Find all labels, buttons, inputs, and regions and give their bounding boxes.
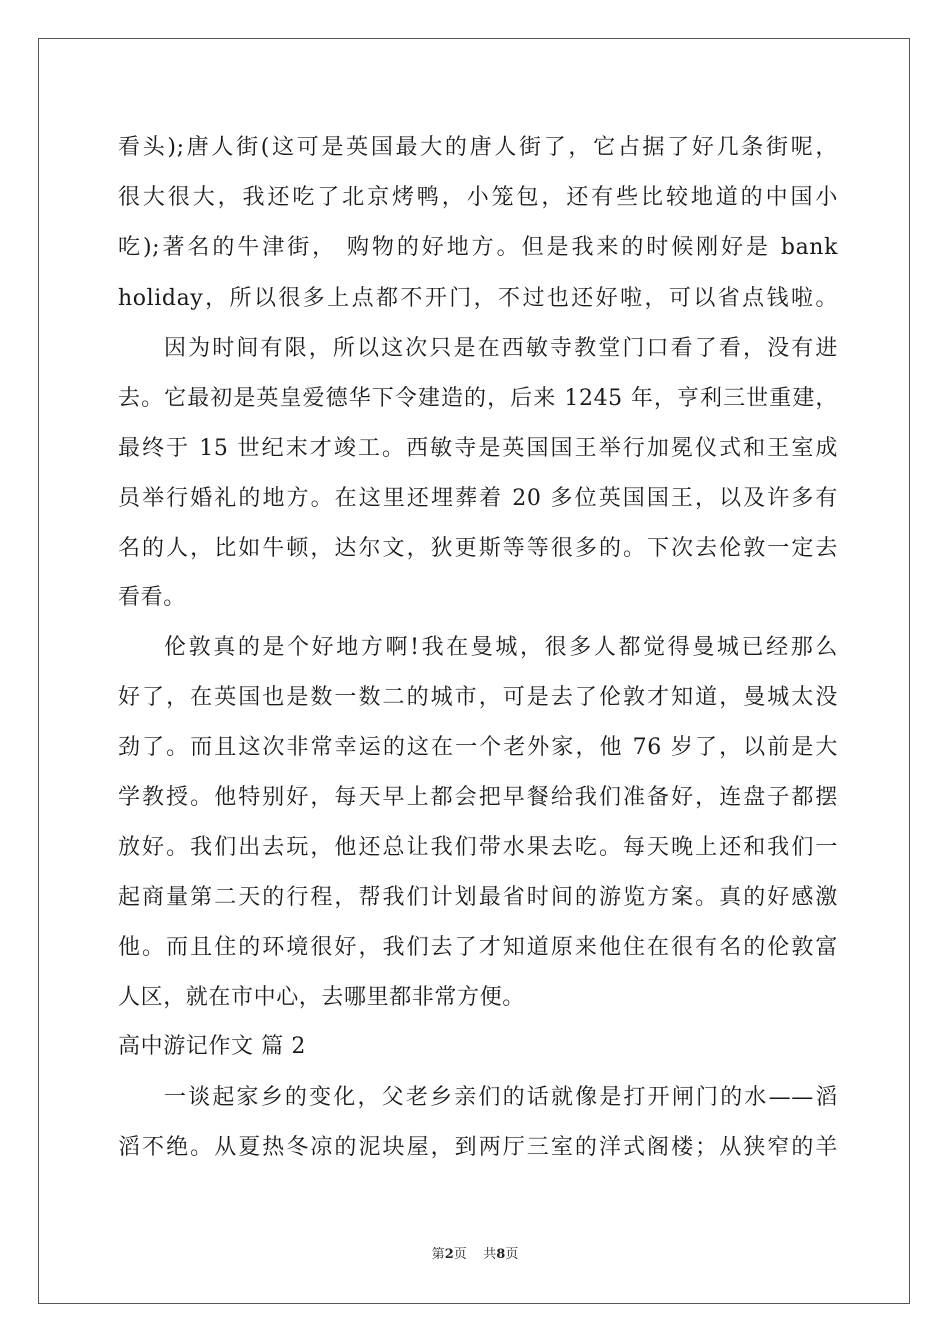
section-heading: 高中游记作文 篇 2 <box>118 1034 306 1059</box>
text-line: 放好。我们出去玩，他还总让我们带水果去吃。每天晚上还和我们一 <box>118 835 838 860</box>
text-line: 最终于 15 世纪末才竣工。西敏寺是英国国王举行加冕仪式和王室成 <box>118 436 838 461</box>
current-page-number: 2 <box>444 1247 454 1262</box>
text-line: 劲了。而且这次非常幸运的这在一个老外家，他 76 岁了，以前是大 <box>118 735 838 760</box>
text-line: 名的人，比如牛顿，达尔文，狄更斯等等很多的。下次去伦敦一定去 <box>118 536 838 561</box>
footer-prefix: 第 <box>431 1247 445 1262</box>
text-line: 人区，就在市中心，去哪里都非常方便。 <box>118 985 525 1010</box>
footer-page-suffix: 页 共 <box>453 1247 497 1262</box>
text-line: 很大很大，我还吃了北京烤鸭，小笼包，还有些比较地道的中国小 <box>118 185 838 210</box>
text-line: 学教授。他特别好，每天早上都会把早餐给我们准备好，连盘子都摆 <box>118 785 838 810</box>
page-footer <box>0 1246 950 1264</box>
paragraph-start-line: 因为时间有限，所以这次只是在西敏寺教堂门口看了看，没有进 <box>164 336 838 361</box>
paragraph-start-line: 伦敦真的是个好地方啊!我在曼城，很多人都觉得曼城已经那么 <box>164 635 838 660</box>
text-line: 去。它最初是英皇爱德华下令建造的，后来 1245 年，亨利三世重建， <box>118 386 838 411</box>
total-page-count: 8 <box>496 1247 506 1262</box>
text-line: 好了，在英国也是数一数二的城市，可是去了伦敦才知道，曼城太没 <box>118 685 838 710</box>
text-line: 看看。 <box>118 585 186 610</box>
text-line: 看头);唐人街(这可是英国最大的唐人街了，它占据了好几条街呢， <box>118 135 838 160</box>
text-line: 吃);著名的牛津街， 购物的好地方。但是我来的时候刚好是 bank <box>118 235 838 260</box>
text-line: 起商量第二天的行程，帮我们计划最省时间的游览方案。真的好感激 <box>118 885 838 910</box>
paragraph-start-line: 一谈起家乡的变化，父老乡亲们的话就像是打开闸门的水——滔 <box>164 1085 838 1110</box>
text-line: 他。而且住的环境很好，我们去了才知道原来他住在很有名的伦敦富 <box>118 935 838 960</box>
text-line: 滔不绝。从夏热冬凉的泥块屋，到两厅三室的洋式阁楼；从狭窄的羊 <box>118 1135 838 1160</box>
footer-suffix: 页 <box>505 1247 519 1262</box>
page-border <box>38 38 910 1304</box>
text-line: 员举行婚礼的地方。在这里还埋葬着 20 多位英国国王，以及许多有 <box>118 486 838 511</box>
text-line: holiday，所以很多上点都不开门，不过也还好啦，可以省点钱啦。 <box>118 286 838 311</box>
